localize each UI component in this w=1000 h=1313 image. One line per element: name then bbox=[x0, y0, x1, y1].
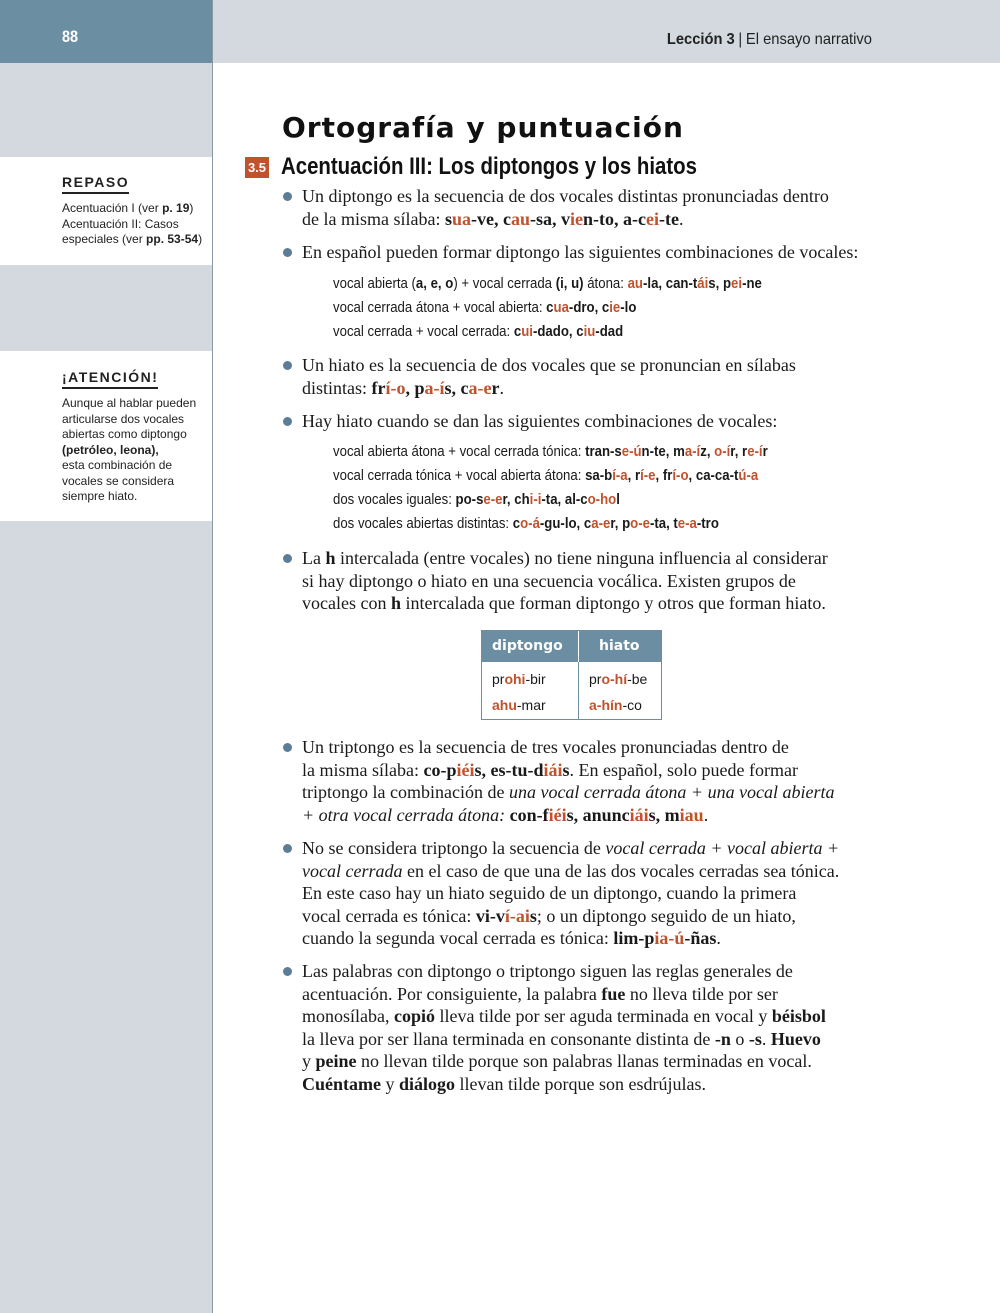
hiato-combo-1: vocal abierta átona + vocal cerrada tónica: tran-se-ún-te, ma-íz, o-ír, re-ír bbox=[333, 443, 768, 460]
diptongo-combo-2: vocal cerrada átona + vocal abierta: cua-dro, cie-lo bbox=[333, 299, 637, 316]
atencion-text: Aunque al hablar pueden articularse dos vocales abiertas como diptongo (petróleo, leona), esta combinación de vocales se considera siempre hiato. bbox=[62, 396, 197, 503]
sidebar-divider bbox=[212, 0, 213, 1313]
section-number-badge: 3.5 bbox=[245, 157, 269, 178]
bullet-hiato-combinaciones: Hay hiato cuando se dan las siguientes combinaciones de vocales: bbox=[302, 411, 778, 431]
bullet-icon bbox=[283, 967, 292, 976]
bullet-icon bbox=[283, 554, 292, 563]
page-number: 88 bbox=[62, 27, 79, 46]
repaso-ref-1[interactable]: p. 19 bbox=[162, 201, 190, 215]
table-divider bbox=[578, 662, 579, 720]
bullet-h-intercalada: La h intercalada (entre vocales) no tiene ninguna influencia al considerar si hay diptongo o hiato en una secuencia vocálica. Existen grupos de vocales con h intercalada que forman diptongo y otros que forman hiato. bbox=[302, 548, 828, 613]
atencion-title: ¡ATENCIÓN! bbox=[62, 369, 158, 389]
header-left-band bbox=[0, 0, 212, 63]
diptongo-combo-3: vocal cerrada + vocal cerrada: cui-dado, ciu-dad bbox=[333, 323, 624, 340]
bullet-triptongo: Un triptongo es la secuencia de tres vocales pronunciadas dentro de la misma sílaba: co-piéis, es-tu-diáis. En español, solo puede formar triptongo la combinación de una vocal cerrada átona + una vocal abierta + otra vocal cerrada átona: con-fiéis, anunciáis, miau. bbox=[302, 737, 835, 825]
atencion-box bbox=[0, 351, 212, 521]
bullet-icon bbox=[283, 192, 292, 201]
bullet-reglas-acentuacion: Las palabras con diptongo o triptongo siguen las reglas generales de acentuación. Por consiguiente, la palabra fue no lleva tilde por ser monosílaba, copió lleva tilde por ser aguda terminada en vocal y béisbol la lleva por ser llana terminada en consonante distinta de -n o -s. Huevo y peine no llevan tilde porque son palabras llanas terminadas en vocal. Cuéntame y diálogo llevan tilde porque son esdrújulas. bbox=[302, 961, 826, 1094]
repaso-box bbox=[0, 157, 212, 265]
lesson-label: Lección 3 bbox=[666, 31, 735, 48]
table-cell: pro-hí-be bbox=[589, 671, 648, 687]
bullet-icon bbox=[283, 361, 292, 370]
bullet-no-triptongo: No se considera triptongo la secuencia de vocal cerrada + vocal abierta + vocal cerrada en el caso de que una de las dos vocales cerradas sea tónica. En este caso hay un hiato seguido de un diptongo, cuando la primera vocal cerrada es tónica: vi-ví-ais; o un diptongo seguido de un hiato, cuando la segunda vocal cerrada es tónica: lim-pia-ú-ñas. bbox=[302, 838, 840, 948]
hiato-combo-2: vocal cerrada tónica + vocal abierta átona: sa-bí-a, rí-e, frí-o, ca-ca-tú-a bbox=[333, 467, 759, 484]
diptongo-hiato-table bbox=[481, 630, 662, 720]
bullet-hiato: Un hiato es la secuencia de dos vocales que se pronuncian en sílabas distintas: frí-o, pa-ís, ca-er. bbox=[302, 355, 796, 398]
table-cell: prohi-bir bbox=[492, 671, 546, 687]
page-title: Ortografía y puntuación bbox=[282, 111, 684, 144]
hiato-combo-4: dos vocales abiertas distintas: co-á-gu-lo, ca-er, po-e-ta, te-a-tro bbox=[333, 515, 719, 532]
bullet-icon bbox=[283, 248, 292, 257]
header-right-band bbox=[213, 0, 1000, 63]
bullet-diptongo-combinaciones: En español pueden formar diptongo las siguientes combinaciones de vocales: bbox=[302, 242, 859, 262]
repaso-title: REPASO bbox=[62, 174, 129, 194]
diptongo-combo-1: vocal abierta (a, e, o) + vocal cerrada (i, u) átona: au-la, can-táis, pei-ne bbox=[333, 275, 762, 292]
lesson-title: El ensayo narrativo bbox=[745, 31, 872, 48]
bullet-icon bbox=[283, 844, 292, 853]
hiato-combo-3: dos vocales iguales: po-se-er, chi-i-ta, al-co-hol bbox=[333, 491, 620, 508]
table-header-hiato: hiato bbox=[579, 631, 661, 662]
lesson-header bbox=[667, 31, 872, 49]
section-title: Acentuación III: Los diptongos y los hiatos bbox=[281, 153, 697, 180]
table-cell: a-hín-co bbox=[589, 697, 642, 713]
lesson-separator: | bbox=[738, 31, 743, 48]
table-header-diptongo: diptongo bbox=[482, 631, 578, 662]
bullet-icon bbox=[283, 417, 292, 426]
bullet-diptongo: Un diptongo es la secuencia de dos vocales distintas pronunciadas dentro de la misma sílaba: sua-ve, cau-sa, vien-to, a-cei-te. bbox=[302, 186, 829, 229]
repaso-ref-2[interactable]: pp. 53-54 bbox=[146, 232, 199, 246]
table-cell: ahu-mar bbox=[492, 697, 546, 713]
repaso-text: Acentuación I (ver p. 19) Acentuación II: Casos especiales (ver pp. 53-54) bbox=[62, 201, 203, 246]
bullet-icon bbox=[283, 743, 292, 752]
